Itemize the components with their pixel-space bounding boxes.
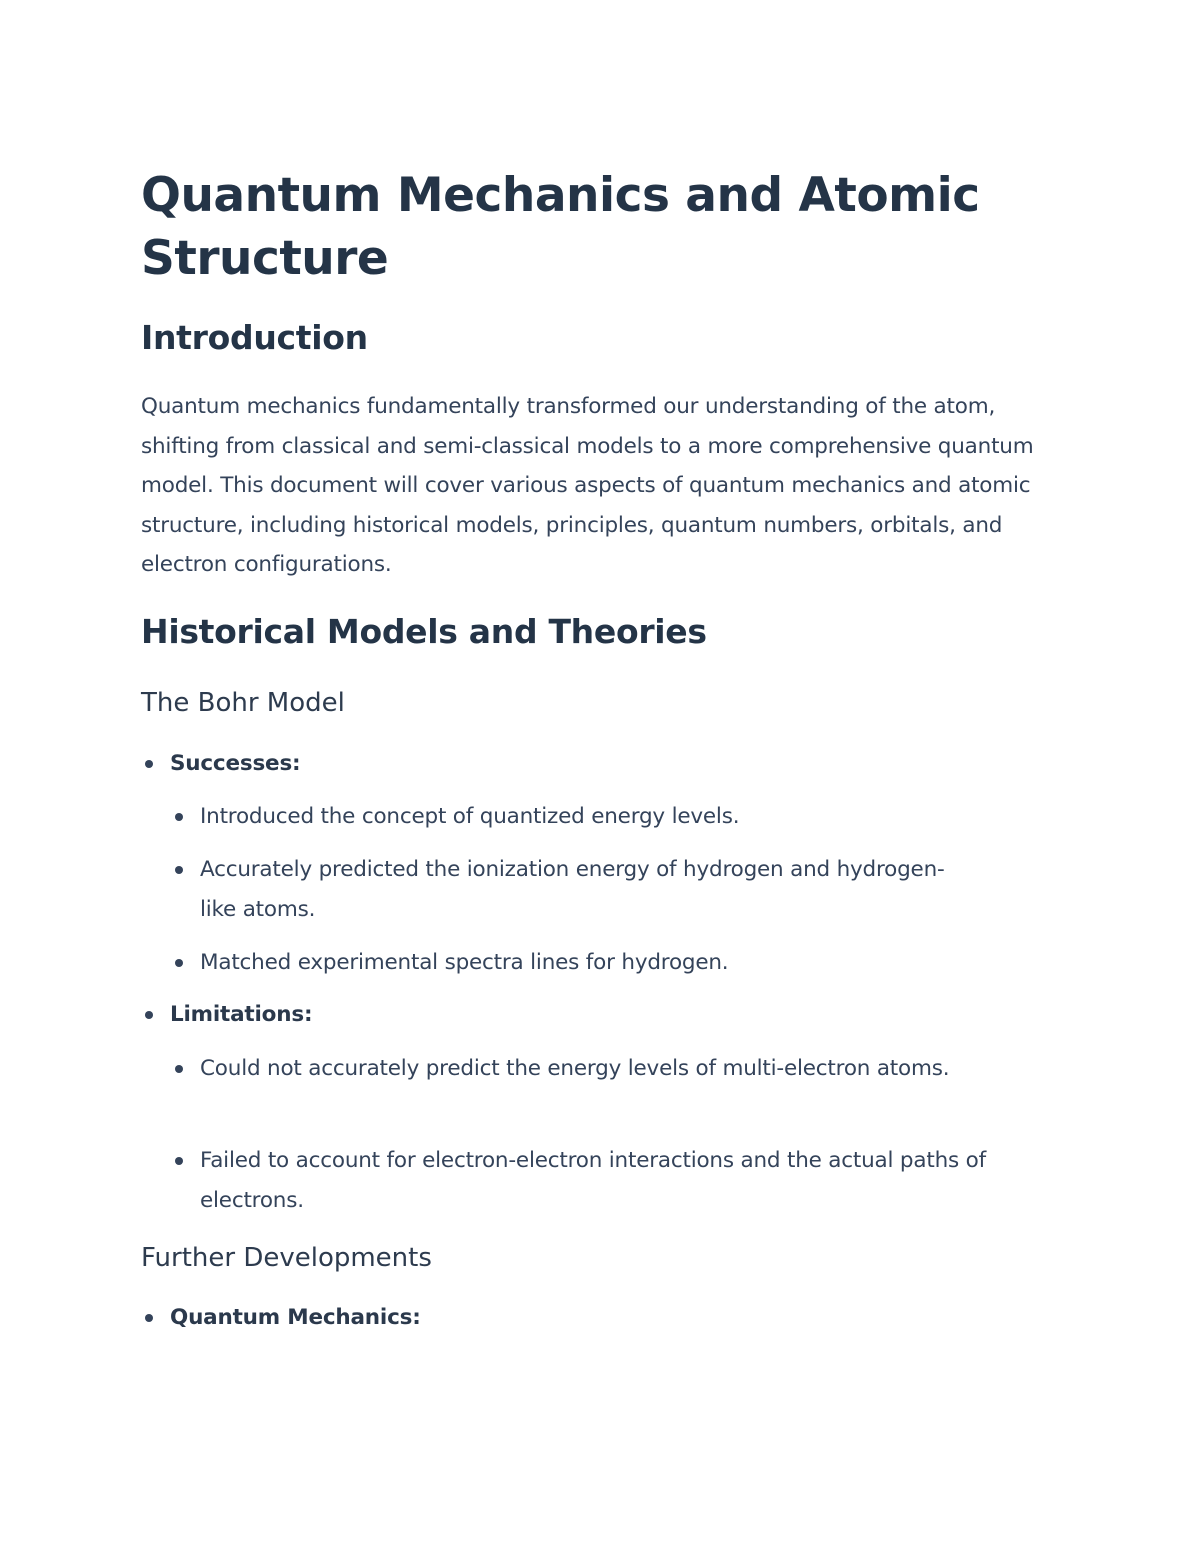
introduction-paragraph: Quantum mechanics fundamentally transformed our understanding of the atom, shifting from classical and semi-classical models to a more comprehensive quantum model. This document will cover various aspects of quantum mechanics and atomic structure, including historical models, principles, quantum numbers, orbitals, and electron configurations. [141, 394, 1034, 578]
bullet-icon [175, 1065, 183, 1073]
bullet-icon [175, 866, 183, 874]
heading-bohr-model: The Bohr Model [141, 688, 345, 718]
list-item-text: Introduced the concept of quantized energy levels. [200, 804, 740, 829]
list-item [200, 1049, 1000, 1089]
document-title: Quantum Mechanics and Atomic Structure [141, 168, 980, 286]
list-item-successes [170, 744, 300, 784]
list-item-text: Could not accurately predict the energy levels of multi-electron atoms. [200, 1056, 950, 1081]
list-item-text: Failed to account for electron-electron interactions and the actual paths of electrons. [200, 1148, 986, 1213]
list-item [200, 850, 960, 929]
list-item-text: Accurately predicted the ionization energy of hydrogen and hydrogen-like atoms. [200, 857, 945, 922]
list-item-limitations [170, 995, 312, 1035]
list-item-label: Quantum Mechanics: [170, 1305, 421, 1330]
bullet-icon [175, 813, 183, 821]
list-item [200, 943, 1040, 983]
heading-introduction: Introduction [141, 318, 368, 357]
list-item-text: Matched experimental spectra lines for hydrogen. [200, 950, 729, 975]
heading-further-developments: Further Developments [141, 1243, 432, 1273]
list-item-label: Successes: [170, 751, 301, 776]
list-item [200, 1141, 1030, 1220]
bullet-icon [145, 1314, 153, 1322]
list-item-label: Limitations: [170, 1002, 313, 1027]
bullet-icon [175, 1157, 183, 1165]
bullet-icon [145, 1011, 153, 1019]
heading-historical-models: Historical Models and Theories [141, 612, 707, 651]
bullet-icon [175, 959, 183, 967]
list-item-quantum-mechanics [170, 1298, 421, 1338]
list-item [200, 797, 1040, 837]
bullet-icon [145, 760, 153, 768]
